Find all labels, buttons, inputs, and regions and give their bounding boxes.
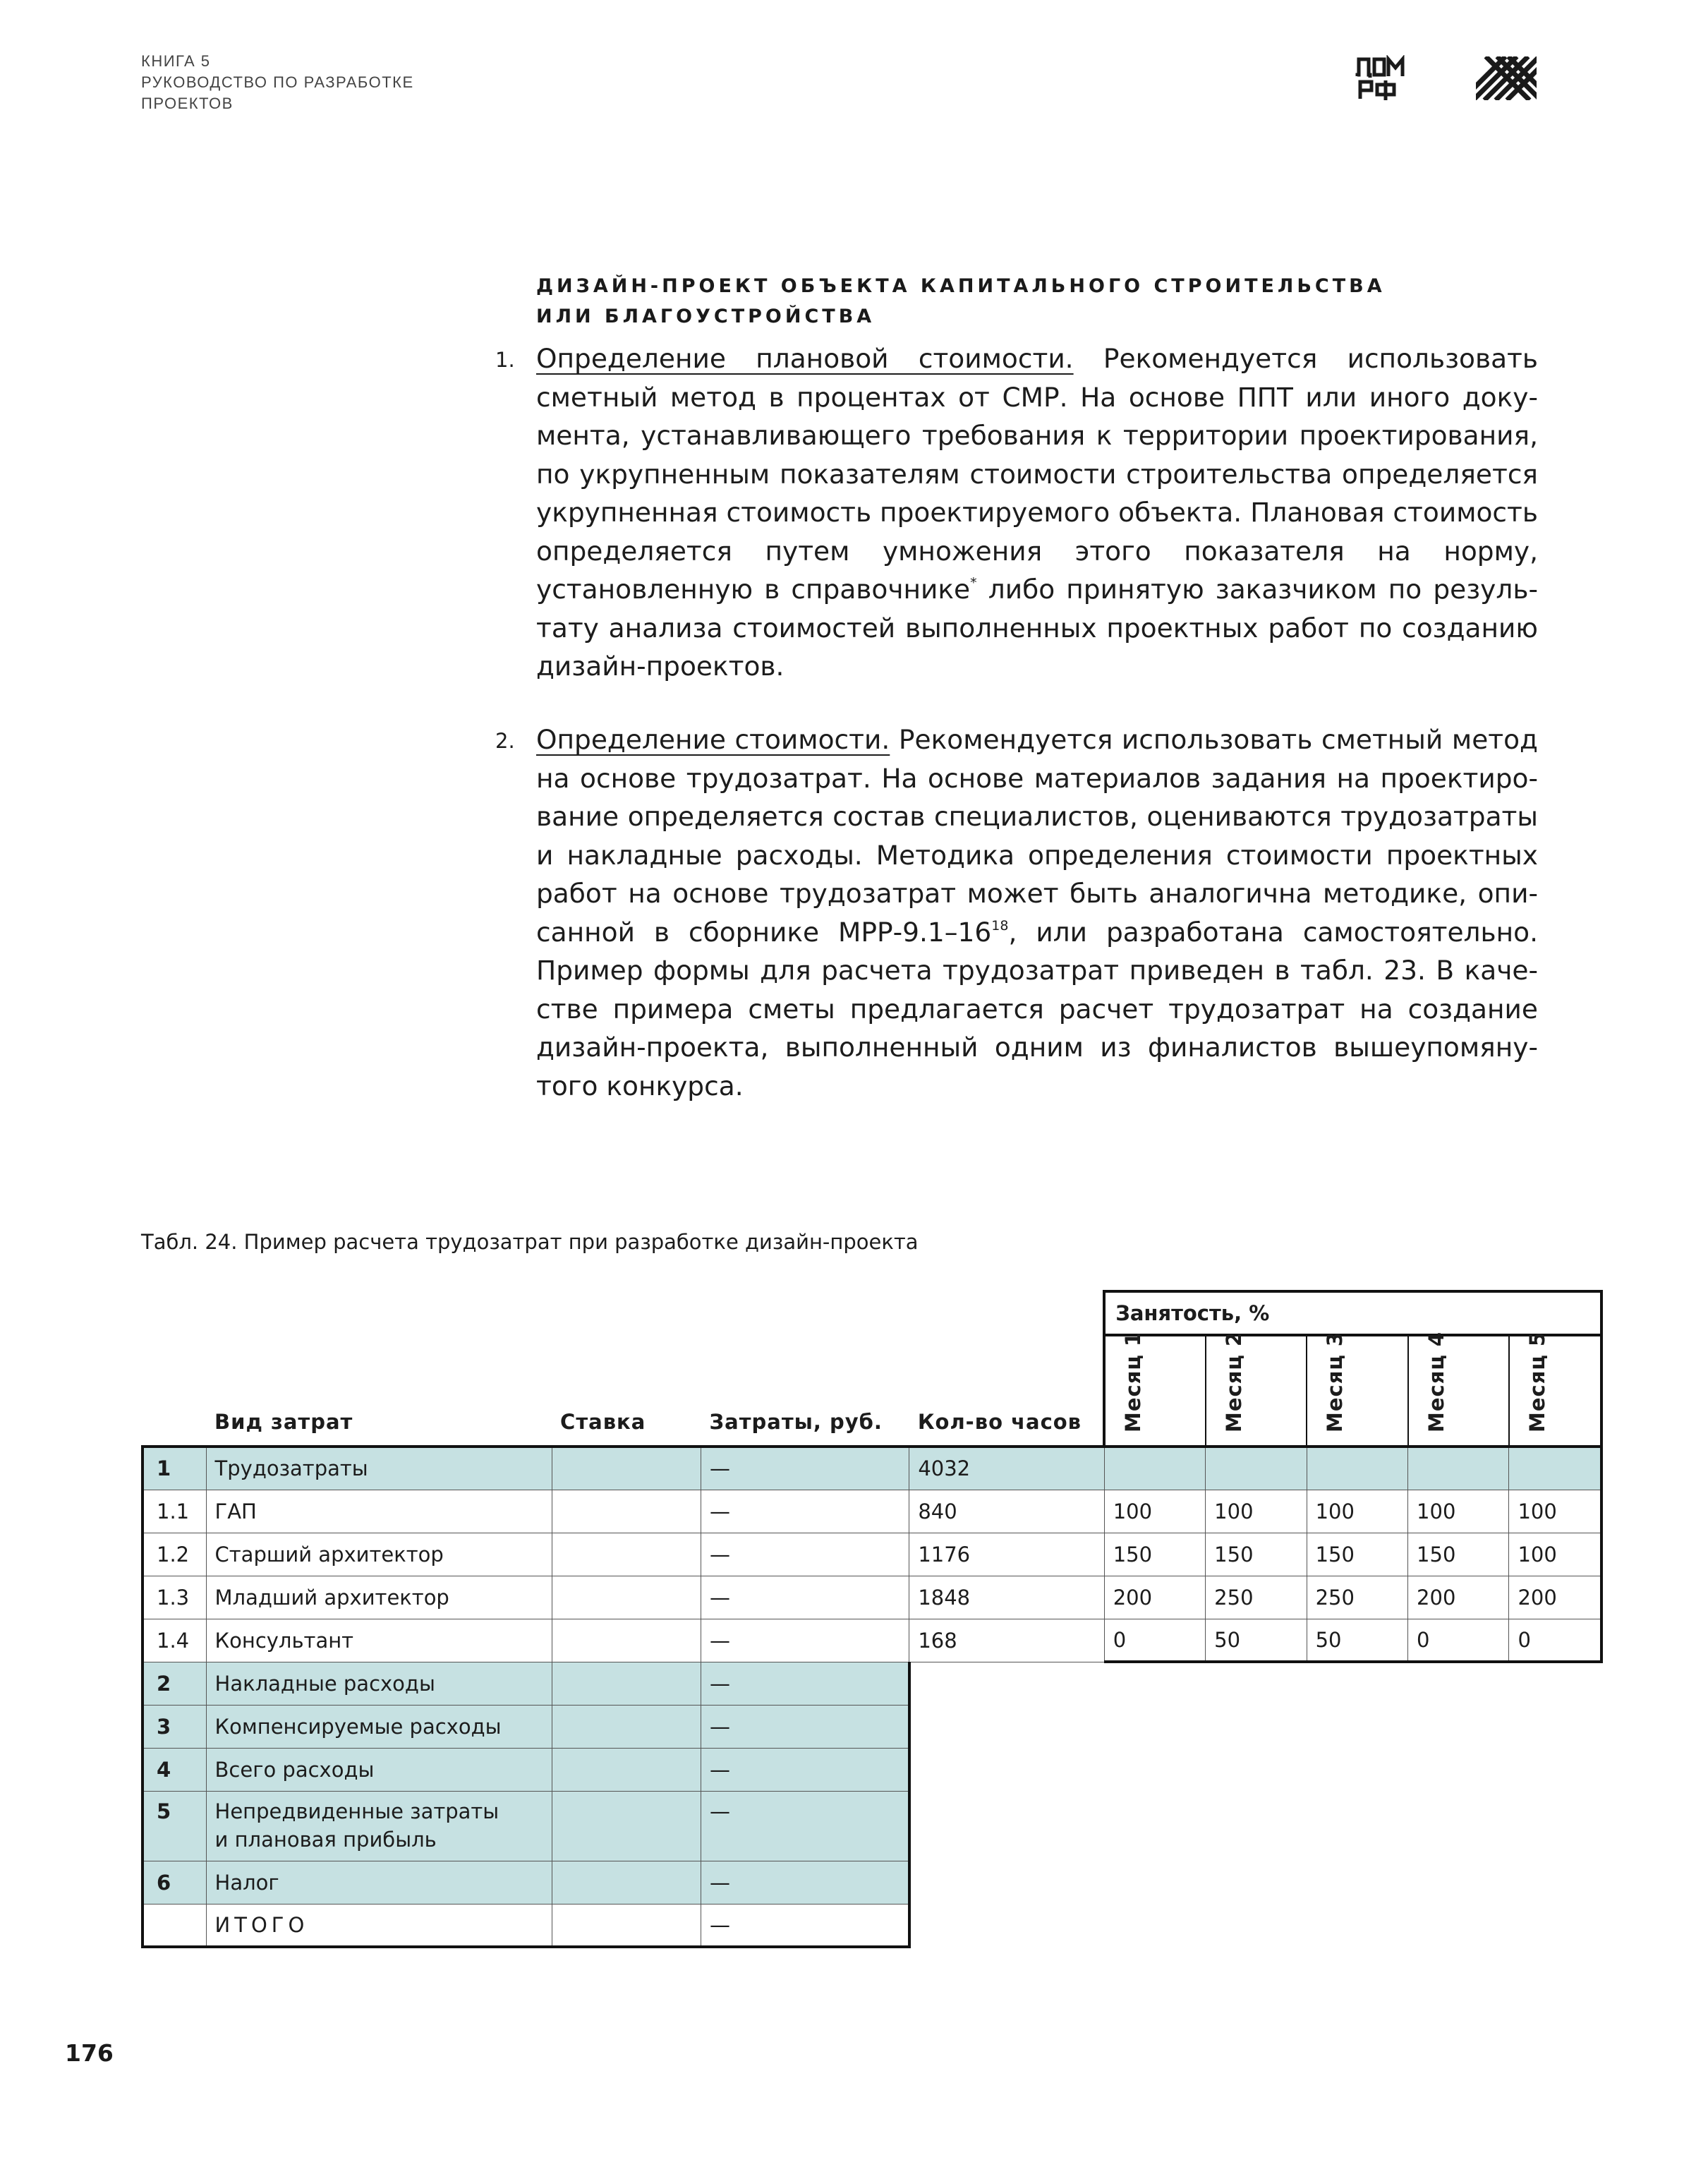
table-cell	[1104, 1447, 1205, 1490]
footnote-mark: *	[970, 575, 977, 591]
table-row	[143, 1748, 1601, 1791]
table-row	[143, 1861, 1601, 1904]
table-caption: Табл. 24. Пример расчета трудозатрат при разработке дизайн-проекта	[141, 1230, 919, 1254]
running-head-line: ПРОЕКТОВ	[141, 95, 234, 112]
table-cell	[143, 1904, 206, 1947]
page-number: 176	[65, 2039, 114, 2067]
table-cell: 150	[1206, 1533, 1307, 1576]
table-cell: ГАП	[206, 1490, 552, 1533]
cell-line: и плановая прибыль	[214, 1827, 437, 1852]
table-cell	[552, 1619, 701, 1662]
table-cell: 1176	[909, 1533, 1104, 1576]
table-cell: —	[701, 1748, 909, 1791]
section-title-line: ИЛИ БЛАГОУСТРОЙСТВА	[536, 306, 876, 327]
column-group-header: Занятость, %	[1104, 1291, 1601, 1335]
table-row	[143, 1791, 1601, 1861]
table-cell: 1.4	[143, 1619, 206, 1662]
empty-area	[909, 1662, 1601, 1705]
table-cell: —	[701, 1447, 909, 1490]
table-cell: 1	[143, 1447, 206, 1490]
empty-area	[909, 1748, 1601, 1791]
table-cell: 50	[1206, 1619, 1307, 1662]
month-label: Месяц 1	[1121, 1331, 1146, 1432]
empty-area	[909, 1861, 1601, 1904]
header-spacer	[143, 1291, 1104, 1335]
dom-rf-logo-icon	[1355, 55, 1407, 102]
table-cell: 150	[1104, 1533, 1205, 1576]
table-cell: ИТОГО	[206, 1904, 552, 1947]
column-header: Вид затрат	[214, 1410, 353, 1434]
table-cell: 4032	[909, 1447, 1104, 1490]
table-cell	[1307, 1447, 1407, 1490]
list-item-lead: Определение стоимости.	[536, 724, 890, 755]
column-header-month	[1307, 1331, 1407, 1447]
table-cell: 0	[1104, 1619, 1205, 1662]
table-row	[143, 1705, 1601, 1748]
table-row	[143, 1576, 1601, 1619]
table-cell	[206, 1791, 552, 1861]
column-header: Затраты, руб.	[709, 1410, 883, 1434]
table-cell	[552, 1662, 701, 1705]
table-cell: —	[701, 1576, 909, 1619]
table-row	[143, 1662, 1601, 1705]
list-item-number: 1.	[495, 348, 515, 372]
table-row	[143, 1447, 1601, 1490]
list-item	[495, 720, 1538, 1105]
table-cell	[552, 1791, 701, 1861]
table-cell: Накладные расходы	[206, 1662, 552, 1705]
table-cell: 0	[1408, 1619, 1509, 1662]
table-cell: —	[701, 1490, 909, 1533]
empty-area	[909, 1705, 1601, 1748]
table-cell: —	[701, 1705, 909, 1748]
table-cell: 100	[1408, 1490, 1509, 1533]
table-cell: 6	[143, 1861, 206, 1904]
table-cell: 0	[1509, 1619, 1601, 1662]
table-cell	[552, 1576, 701, 1619]
table-cell	[552, 1490, 701, 1533]
table-cell: 100	[1509, 1533, 1601, 1576]
table-cell: 200	[1509, 1576, 1601, 1619]
table-cell	[552, 1705, 701, 1748]
footnote-mark: 18	[991, 917, 1009, 934]
table-cell: 1848	[909, 1576, 1104, 1619]
table-cell: Трудозатраты	[206, 1447, 552, 1490]
running-head-line: РУКОВОДСТВО ПО РАЗРАБОТКЕ	[141, 73, 414, 91]
table-cell: 200	[1408, 1576, 1509, 1619]
table-cell: 168	[909, 1619, 1104, 1662]
column-header-month	[1206, 1331, 1307, 1447]
table-row	[143, 1533, 1601, 1576]
list-item-lead: Определение плановой стоимости.	[536, 343, 1074, 374]
table-cell: 150	[1408, 1533, 1509, 1576]
table-cell	[552, 1904, 701, 1947]
table-cell: 840	[909, 1490, 1104, 1533]
column-header: Кол-во часов	[917, 1410, 1082, 1434]
header-spacer	[143, 1335, 206, 1447]
table-cell	[552, 1861, 701, 1904]
table-cell	[552, 1533, 701, 1576]
list-item-text: Рекомендуется использовать сметный метод в процентах от СМР. На основе ППТ или иного документа, устанавливающего требования к территории проектирования, по укрупненным показателям стоимости строительства определяется укрупненная стоимость проектируемого объекта. Плановая стоимость определяется путем умножения этого показателя на норму, установленную в справочнике	[536, 343, 1538, 605]
table-cell: 1.3	[143, 1576, 206, 1619]
table-row	[143, 1490, 1601, 1533]
running-head	[141, 51, 414, 114]
list-item-number: 2.	[495, 729, 515, 753]
table-cell: 4	[143, 1748, 206, 1791]
table-cell: 250	[1206, 1576, 1307, 1619]
table-cell: 100	[1206, 1490, 1307, 1533]
table-cell: 200	[1104, 1576, 1205, 1619]
list-item-text: , или разработана самостоятельно. Пример формы для расчета трудозатрат приведен в табл. 23. В качестве примера сметы предлагается расчет трудозатрат на создание дизайн-проекта, выполненный одним из финалистов вышеупомянутого конкурса.	[536, 916, 1538, 1101]
table-row	[143, 1619, 1601, 1662]
section-title-line: ДИЗАЙН-ПРОЕКТ ОБЪЕКТА КАПИТАЛЬНОГО СТРОИТЕЛЬСТВА	[536, 275, 1386, 297]
list-item	[495, 339, 1538, 686]
list-item-text: либо принятую заказчиком по результату анализа стоимостей выполненных проектных работ по созданию дизайн-проектов.	[536, 574, 1538, 682]
table-cell	[552, 1447, 701, 1490]
table-cell: 150	[1307, 1533, 1407, 1576]
cell-line: Непредвиденные затраты	[214, 1799, 499, 1823]
month-label: Месяц 2	[1221, 1331, 1246, 1432]
table-cell: 250	[1307, 1576, 1407, 1619]
table-cell: Младший архитектор	[206, 1576, 552, 1619]
table-cell: Налог	[206, 1861, 552, 1904]
table-cell: Консультант	[206, 1619, 552, 1662]
month-label: Месяц 3	[1323, 1331, 1347, 1432]
empty-area	[909, 1904, 1601, 1947]
table-cell: 100	[1307, 1490, 1407, 1533]
table-cell: 5	[143, 1791, 206, 1861]
table-cell: Старший архитектор	[206, 1533, 552, 1576]
table-cell: —	[701, 1791, 909, 1861]
list-item-text: Рекомендуется использовать сметный метод на основе трудозатрат. На основе материалов задания на проектирование определяется состав специалистов, оцениваются трудозатраты и накладные расходы. Методика определения стоимости проектных работ на основе трудозатрат может быть аналогична методике, описанной в сборнике МРР-9.1–16	[536, 724, 1538, 948]
month-label: Месяц 5	[1525, 1331, 1549, 1432]
table-cell: —	[701, 1533, 909, 1576]
table-cell	[552, 1748, 701, 1791]
table-cell: Компенсируемые расходы	[206, 1705, 552, 1748]
table-cell: —	[701, 1861, 909, 1904]
table-cell: 3	[143, 1705, 206, 1748]
table-cell: 2	[143, 1662, 206, 1705]
table-row-total	[143, 1904, 1601, 1947]
diagonal-pattern-icon	[1476, 56, 1537, 100]
table-cell: 1.2	[143, 1533, 206, 1576]
table-cell: 100	[1104, 1490, 1205, 1533]
column-header-month	[1104, 1331, 1205, 1447]
table-cell: 100	[1509, 1490, 1601, 1533]
section-title	[536, 271, 1594, 332]
table-cell	[1408, 1447, 1509, 1490]
month-label: Месяц 4	[1424, 1331, 1448, 1432]
table-cell	[1509, 1447, 1601, 1490]
table-cell: —	[701, 1662, 909, 1705]
column-header: Ставка	[560, 1410, 646, 1434]
table-cell: —	[701, 1904, 909, 1947]
table-cell: Всего расходы	[206, 1748, 552, 1791]
table-cell: —	[701, 1619, 909, 1662]
cost-table	[141, 1290, 1603, 1948]
column-header-month	[1408, 1331, 1509, 1447]
table-cell	[1206, 1447, 1307, 1490]
table-cell: 1.1	[143, 1490, 206, 1533]
running-head-line: КНИГА 5	[141, 52, 211, 70]
column-header-month	[1509, 1331, 1601, 1447]
table-cell: 50	[1307, 1619, 1407, 1662]
empty-area	[909, 1791, 1601, 1861]
